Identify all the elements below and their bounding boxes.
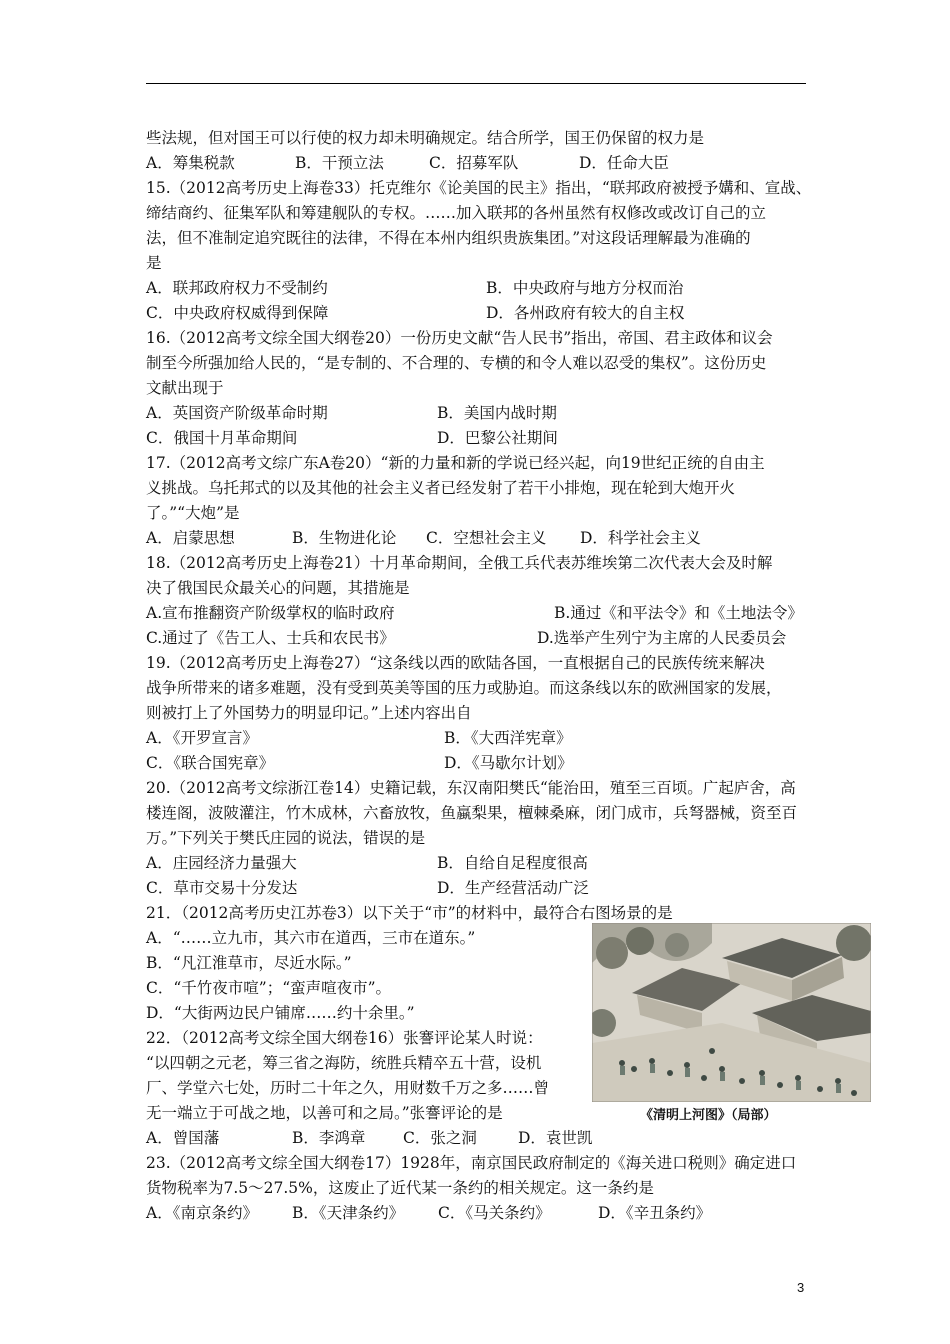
- option-a: A．曾国藩: [146, 1129, 220, 1147]
- option-b: B．中央政府与地方分权而治: [486, 279, 684, 297]
- option-c: C．《联合国宪章》: [146, 754, 275, 772]
- option-a: A.宣布推翻资产阶级掌权的临时政府: [146, 604, 395, 622]
- option-a: A．启蒙思想: [146, 529, 235, 547]
- option-c: C．中央政府权威得到保障: [146, 304, 329, 322]
- option-d: D．《马歇尔计划》: [444, 754, 573, 772]
- option-d: D．科学社会主义: [580, 529, 701, 547]
- option-b: B．《大西洋宪章》: [444, 729, 572, 747]
- option-b: B.通过《和平法令》和《土地法令》: [554, 604, 803, 622]
- option-b: B．《天津条约》: [292, 1204, 405, 1222]
- qingming-painting-image: [592, 923, 871, 1102]
- option-a: A．庄园经济力量强大: [146, 854, 297, 872]
- figure-caption: 《清明上河图》（局部）: [640, 1108, 777, 1123]
- option-a: A．《开罗宣言》: [146, 729, 258, 747]
- option-b: B．李鸿章: [292, 1129, 366, 1147]
- painting-illustration: [592, 923, 871, 1102]
- option-a: A．筹集税款: [146, 154, 235, 172]
- option-c: C．草市交易十分发达: [146, 879, 298, 897]
- option-b: B．美国内战时期: [437, 404, 557, 422]
- option-c: C．俄国十月革命期间: [146, 429, 298, 447]
- option-d: D．各州政府有较大的自主权: [486, 304, 685, 322]
- option-b: B．生物进化论: [292, 529, 397, 547]
- option-d: D．任命大臣: [579, 154, 669, 172]
- option-a: A．英国资产阶级革命时期: [146, 404, 328, 422]
- option-a: A．联邦政府权力不受制约: [146, 279, 328, 297]
- option-c: C．招募军队: [429, 154, 519, 172]
- option-d: D．袁世凯: [518, 1129, 593, 1147]
- option-c: C．《马关条约》: [438, 1204, 551, 1222]
- page-number: 3: [797, 1280, 805, 1295]
- option-b: B．干预立法: [295, 154, 384, 172]
- option-d: D．《辛丑条约》: [598, 1204, 712, 1222]
- option-c: C．空想社会主义: [426, 529, 547, 547]
- option-c: C.通过了《告工人、士兵和农民书》: [146, 629, 395, 647]
- option-d: D．生产经营活动广泛: [437, 879, 589, 897]
- option-d: D.选举产生列宁为主席的人民委员会: [537, 629, 787, 647]
- header-rule: [146, 83, 806, 84]
- option-c: C．张之洞: [403, 1129, 477, 1147]
- option-d: D．巴黎公社期间: [437, 429, 558, 447]
- option-b: B．自给自足程度很高: [437, 854, 588, 872]
- option-a: A．《南京条约》: [146, 1204, 258, 1222]
